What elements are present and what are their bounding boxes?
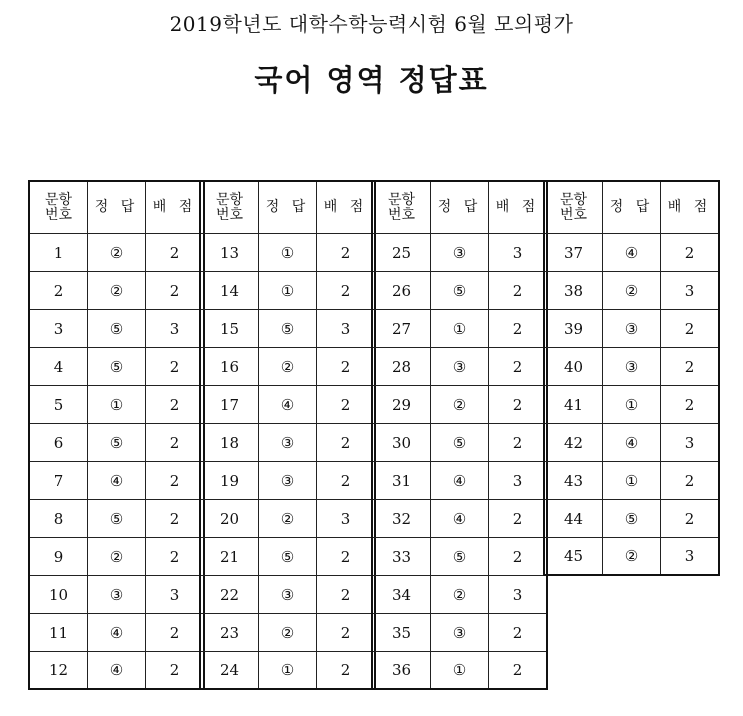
answer-cell: ② [88,234,146,272]
answer-table-block [543,180,720,576]
answer-cell: ② [431,386,489,424]
answer-cell: ③ [259,576,317,614]
question-number: 5 [29,386,88,424]
header-question-number [372,181,431,234]
table-row [29,462,204,500]
table-row [372,576,547,614]
table-row [29,386,204,424]
points-cell: 2 [661,462,720,500]
table-row [544,310,719,348]
question-number: 34 [372,576,431,614]
answer-cell: ⑤ [259,538,317,576]
header-number-line2: 번호 [387,206,416,223]
header-number-line2: 번호 [215,206,244,223]
answer-cell: ⑤ [431,424,489,462]
answer-cell: ③ [431,234,489,272]
header-row [200,181,375,234]
table-row [29,500,204,538]
points-cell: 2 [317,386,376,424]
points-cell: 3 [661,538,720,576]
table-row [200,576,375,614]
question-number: 28 [372,348,431,386]
points-cell: 2 [317,538,376,576]
answer-cell: ② [259,614,317,652]
answer-cell: ④ [431,462,489,500]
question-number: 22 [200,576,259,614]
question-number: 25 [372,234,431,272]
header-points: 배 점 [317,181,376,234]
answer-cell: ④ [259,386,317,424]
answer-cell: ② [259,500,317,538]
exam-subtitle: 2019학년도 대학수학능력시험 6월 모의평가 [169,12,574,36]
answer-cell: ④ [431,500,489,538]
question-number: 10 [29,576,88,614]
answer-cell: ① [603,386,661,424]
points-cell: 2 [661,348,720,386]
table-row [544,424,719,462]
answer-cell: ① [259,652,317,690]
points-cell: 2 [317,652,376,690]
answer-cell: ① [259,234,317,272]
table-row [372,234,547,272]
answer-cell: ① [259,272,317,310]
answer-cell: ④ [88,652,146,690]
points-cell: 2 [146,234,205,272]
table-row [372,462,547,500]
answer-cell: ③ [431,614,489,652]
question-number: 44 [544,500,603,538]
answer-cell: ③ [431,348,489,386]
question-number: 4 [29,348,88,386]
table-row [200,424,375,462]
points-cell: 3 [661,424,720,462]
table-row [29,424,204,462]
table-row [372,386,547,424]
points-cell: 2 [317,234,376,272]
points-cell: 2 [489,614,548,652]
points-cell: 2 [661,234,720,272]
header-answer: 정 답 [603,181,661,234]
question-number: 41 [544,386,603,424]
answer-cell: ⑤ [88,348,146,386]
page-title: 국어 영역 정답표 [254,63,489,97]
points-cell: 3 [317,500,376,538]
header-row [372,181,547,234]
points-cell: 2 [489,310,548,348]
table-row [372,614,547,652]
table-row [29,576,204,614]
table-row [200,310,375,348]
answer-cell: ③ [603,348,661,386]
question-number: 33 [372,538,431,576]
answer-cell: ④ [88,614,146,652]
points-cell: 2 [146,652,205,690]
table-row [200,614,375,652]
question-number: 26 [372,272,431,310]
answer-cell: ② [603,272,661,310]
points-cell: 2 [489,538,548,576]
question-number: 37 [544,234,603,272]
points-cell: 2 [489,500,548,538]
table-row [544,348,719,386]
table-row [29,272,204,310]
answer-cell: ② [259,348,317,386]
header-number-line1: 문항 [215,191,244,208]
answer-cell: ③ [259,462,317,500]
table-row [200,462,375,500]
header-question-number [544,181,603,234]
answer-cell: ⑤ [259,310,317,348]
points-cell: 3 [489,462,548,500]
question-number: 19 [200,462,259,500]
points-cell: 3 [489,576,548,614]
answer-cell: ② [431,576,489,614]
answer-cell: ② [88,272,146,310]
table-row [29,348,204,386]
points-cell: 2 [146,500,205,538]
points-cell: 2 [317,576,376,614]
header-row [544,181,719,234]
table-row [544,538,719,576]
points-cell: 2 [317,462,376,500]
answer-cell: ① [431,652,489,690]
points-cell: 2 [661,500,720,538]
answer-cell: ③ [603,310,661,348]
points-cell: 2 [146,614,205,652]
question-number: 16 [200,348,259,386]
points-cell: 2 [146,424,205,462]
answer-cell: ③ [259,424,317,462]
answer-cell: ① [603,462,661,500]
question-number: 45 [544,538,603,576]
points-cell: 2 [317,272,376,310]
question-number: 3 [29,310,88,348]
points-cell: 2 [146,462,205,500]
points-cell: 3 [146,576,205,614]
question-number: 36 [372,652,431,690]
table-row [29,234,204,272]
table-row [372,500,547,538]
points-cell: 2 [317,614,376,652]
question-number: 27 [372,310,431,348]
header-question-number [29,181,88,234]
table-row [200,272,375,310]
header-points: 배 점 [661,181,720,234]
question-number: 20 [200,500,259,538]
points-cell: 2 [661,386,720,424]
table-row [29,310,204,348]
answer-cell: ⑤ [88,310,146,348]
header-number-line1: 문항 [44,191,73,208]
answer-cell: ② [603,538,661,576]
question-number: 2 [29,272,88,310]
answer-cell: ⑤ [88,424,146,462]
answer-cell: ⑤ [431,538,489,576]
question-number: 15 [200,310,259,348]
table-row [372,652,547,690]
question-number: 11 [29,614,88,652]
answer-cell: ⑤ [88,500,146,538]
question-number: 43 [544,462,603,500]
points-cell: 3 [489,234,548,272]
header-answer: 정 답 [88,181,146,234]
points-cell: 2 [146,538,205,576]
question-number: 8 [29,500,88,538]
answer-cell: ② [88,538,146,576]
question-number: 42 [544,424,603,462]
question-number: 1 [29,234,88,272]
points-cell: 2 [317,348,376,386]
question-number: 7 [29,462,88,500]
table-row [200,538,375,576]
table-row [372,310,547,348]
header-number-line2: 번호 [44,206,73,223]
header-question-number [200,181,259,234]
points-cell: 2 [489,348,548,386]
table-row [544,500,719,538]
question-number: 30 [372,424,431,462]
header-number-line2: 번호 [559,206,588,223]
question-number: 39 [544,310,603,348]
table-row [200,500,375,538]
question-number: 14 [200,272,259,310]
question-number: 13 [200,234,259,272]
question-number: 29 [372,386,431,424]
header-points: 배 점 [489,181,548,234]
question-number: 23 [200,614,259,652]
question-number: 9 [29,538,88,576]
question-number: 21 [200,538,259,576]
header-points: 배 점 [146,181,205,234]
points-cell: 3 [661,272,720,310]
table-row [372,424,547,462]
table-row [200,652,375,690]
question-number: 31 [372,462,431,500]
points-cell: 2 [661,310,720,348]
question-number: 40 [544,348,603,386]
question-number: 35 [372,614,431,652]
header-row [29,181,204,234]
table-row [372,272,547,310]
points-cell: 2 [489,386,548,424]
header-number-line1: 문항 [387,191,416,208]
answer-cell: ⑤ [603,500,661,538]
table-row [200,234,375,272]
question-number: 17 [200,386,259,424]
table-row [544,386,719,424]
answer-cell: ④ [603,424,661,462]
header-answer: 정 답 [259,181,317,234]
table-row [544,272,719,310]
table-row [544,462,719,500]
answer-cell: ① [431,310,489,348]
table-row [544,234,719,272]
question-number: 6 [29,424,88,462]
points-cell: 2 [489,652,548,690]
points-cell: 2 [317,424,376,462]
table-row [200,348,375,386]
table-row [29,614,204,652]
header-answer: 정 답 [431,181,489,234]
question-number: 18 [200,424,259,462]
points-cell: 2 [146,348,205,386]
points-cell: 2 [146,272,205,310]
points-cell: 3 [317,310,376,348]
answer-cell: ① [88,386,146,424]
points-cell: 3 [146,310,205,348]
answer-cell: ④ [88,462,146,500]
table-row [372,538,547,576]
table-row [29,652,204,690]
answer-table-block [28,180,205,690]
answer-table-block [371,180,548,690]
question-number: 32 [372,500,431,538]
points-cell: 2 [489,272,548,310]
question-number: 12 [29,652,88,690]
question-number: 38 [544,272,603,310]
table-row [372,348,547,386]
points-cell: 2 [489,424,548,462]
header-number-line1: 문항 [559,191,588,208]
points-cell: 2 [146,386,205,424]
answer-table-block [199,180,376,690]
table-row [29,538,204,576]
answer-cell: ⑤ [431,272,489,310]
answer-cell: ④ [603,234,661,272]
question-number: 24 [200,652,259,690]
table-row [200,386,375,424]
answer-cell: ③ [88,576,146,614]
